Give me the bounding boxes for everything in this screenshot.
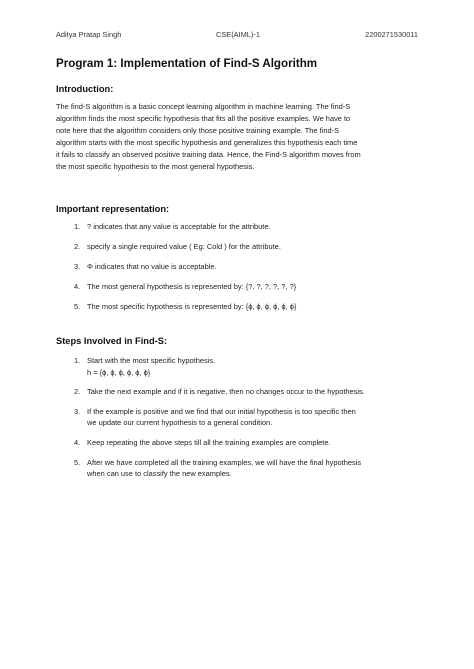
- list-item: [56, 281, 436, 293]
- list-number: 2.: [74, 387, 81, 397]
- list-item: [56, 241, 436, 253]
- list-text: h = {ϕ, ϕ, ϕ, ϕ, ϕ, ϕ}: [87, 367, 151, 377]
- list-text: The most specific hypothesis is represented by: {ϕ, ϕ, ϕ, ϕ, ϕ, ϕ}: [87, 302, 297, 312]
- header-class: CSE(AIML)-1: [216, 30, 260, 39]
- list-text: we update our current hypothesis to a general condition.: [87, 418, 273, 428]
- list-text: Keep repeating the above steps till all the training examples are complete.: [87, 437, 331, 447]
- representation-list: [56, 221, 436, 313]
- representation-heading: Important representation:: [56, 204, 170, 214]
- list-text: ? indicates that any value is acceptable for the attribute.: [87, 222, 271, 231]
- introduction-paragraph: [56, 101, 426, 172]
- list-number: 3.: [74, 406, 81, 416]
- list-number: 4.: [74, 437, 81, 447]
- list-number: 3.: [74, 262, 81, 272]
- document-title: Program 1: Implementation of Find-S Algorithm: [56, 57, 318, 70]
- list-number: 1.: [74, 222, 81, 231]
- list-number: 1.: [74, 356, 81, 365]
- header-author: Aditya Pratap Singh: [56, 30, 122, 39]
- list-text: The most general hypothesis is represented by: {?, ?, ?, ?, ?, ?}: [87, 282, 297, 292]
- list-item: [56, 261, 436, 273]
- list-item: [56, 406, 436, 429]
- list-text: After we have completed all the training examples, we will have the final hypothesis: [87, 457, 362, 467]
- list-text: specify a single required value ( Eg: Cold ) for the attribute.: [87, 242, 281, 252]
- list-item: [56, 457, 436, 480]
- list-number: 2.: [74, 242, 81, 252]
- header-roll-number: 2200271530011: [365, 30, 418, 39]
- list-number: 5.: [74, 457, 81, 467]
- list-text: Φ indicates that no value is acceptable.: [87, 262, 217, 272]
- list-text: Start with the most specific hypothesis.: [87, 356, 216, 365]
- list-item: [56, 386, 436, 398]
- steps-list: [56, 355, 436, 480]
- list-number: 4.: [74, 282, 81, 292]
- list-item: [56, 221, 436, 233]
- list-text: If the example is positive and we find that our initial hypothesis is too specific then: [87, 406, 356, 416]
- paragraph-line: the most specific hypothesis to the most general hypothesis.: [56, 161, 255, 171]
- list-item: [56, 355, 436, 378]
- page-header: [56, 30, 418, 42]
- paragraph-line: algorithm finds the most specific hypothesis that fits all the positive examples. We have to: [56, 113, 351, 123]
- list-text: when can use to classify the new examples.: [87, 469, 232, 479]
- list-item: [56, 301, 436, 313]
- paragraph-line: The find-S algorithm is a basic concept learning algorithm in machine learning. The find-S: [56, 102, 351, 111]
- introduction-heading: Introduction:: [56, 84, 114, 94]
- list-item: [56, 437, 436, 449]
- steps-heading: Steps Involved in Find-S:: [56, 336, 168, 346]
- paragraph-line: note here that the algorithm considers only those positive training example. The find-S: [56, 125, 340, 135]
- paragraph-line: it fails to classify an observed positive training data. Hence, the Find-S algorithm moves from: [56, 149, 361, 159]
- paragraph-line: algorithm starts with the most specific hypothesis and generalizes this hypothesis each time: [56, 137, 358, 147]
- list-text: Take the next example and if it is negative, then no changes occur to the hypothesis.: [87, 387, 365, 397]
- list-number: 5.: [74, 302, 81, 312]
